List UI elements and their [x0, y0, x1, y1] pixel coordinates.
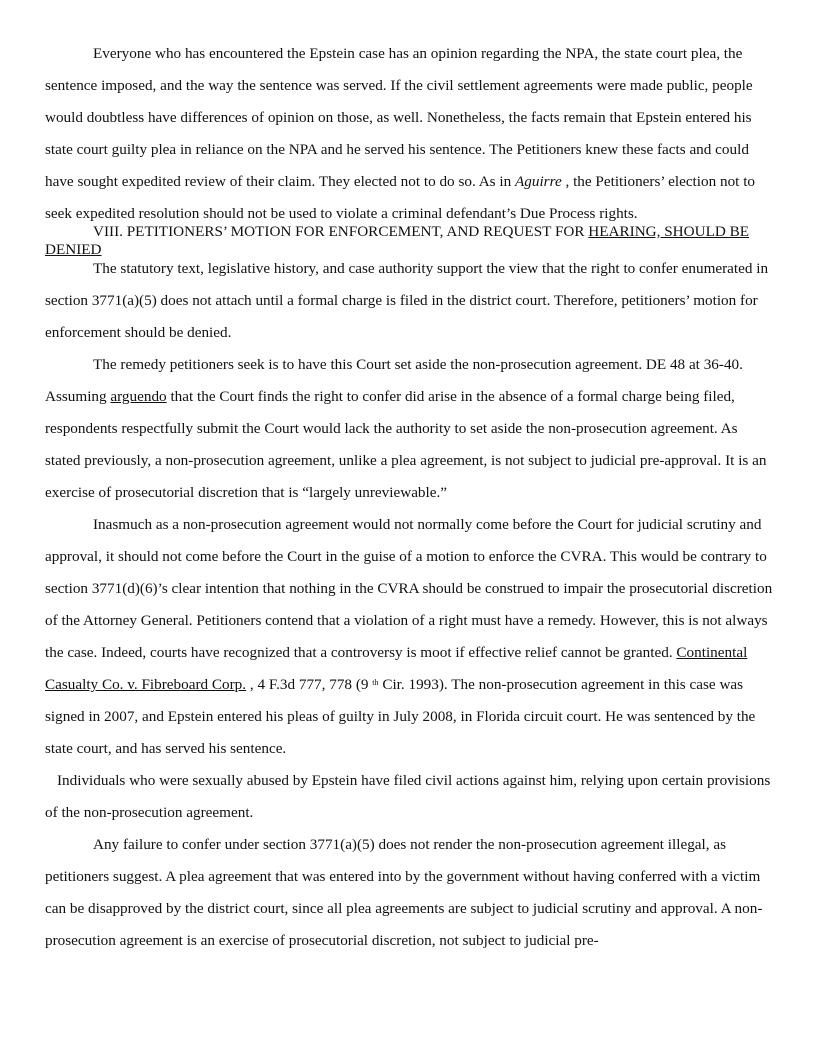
paragraph-inasmuch — [45, 509, 773, 765]
text-run: Inasmuch as a non-prosecution agreement would not normally come before the Court for judicial scrutiny and approval, it should not come before the Court in the guise of a motion to enforce the CVRA. This would be contrary to section 3771(d)(6)’s clear intention that nothing in the CVRA should be construed to impair the prosecutorial discretion of the Attorney General. Petitioners contend that a violation of a right must have a remedy. However, this is not always the case. Indeed, courts have recognized that a controversy is moot if effective relief cannot be granted. — [45, 516, 773, 661]
text-run: that the Court finds the right to confer did arise in the absence of a formal charge being filed, respondents respectfully submit the Court would lack the authority to set aside the non-prosecution agreement. As stated previously, a non-prosecution agreement, unlike a plea agreement, is not subject to judicial pre-approval. It is an exercise of prosecutorial discretion that is “largely unreviewable.” — [45, 388, 767, 501]
case-name-aguirre: Aguirre — [515, 173, 562, 190]
term-arguendo: arguendo — [110, 388, 167, 405]
document-page — [45, 38, 773, 957]
ordinal-superscript: th — [372, 678, 379, 687]
text-run: The remedy petitioners seek is to have this Court set aside the non-prosecution agreement. DE 48 at 36-40. Assuming — [45, 356, 743, 405]
paragraph-aguirre — [45, 38, 773, 230]
heading-underlined-text: HEARING, SHOULD BE DENIED — [45, 223, 750, 258]
paragraph-remedy — [45, 349, 773, 509]
case-citation-continental: Continental Casualty Co. v. Fibreboard Corp. — [45, 644, 748, 693]
paragraph-civil-actions: Individuals who were sexually abused by Epstein have filed civil actions against him, relying upon certain provisions of the non-prosecution agreement. — [45, 772, 771, 821]
paragraph-statutory-text: The statutory text, legislative history, and case authority support the view that the right to confer enumerated in section 3771(a)(5) does not attach until a formal charge is filed in the district court. Therefore, petitioners’ motion for enforcement should be denied. — [45, 260, 769, 341]
text-run: Cir. 1993). The non-prosecution agreement in this case was signed in 2007, and Epstein entered his pleas of guilty in July 2008, in Florida circuit court. He was sentenced by the state court, and has served his sentence. — [45, 676, 756, 757]
text-run: , the Petitioners’ election not to seek expedited resolution should not be used to violate a criminal defendant’s Due Process rights. — [45, 173, 756, 222]
heading-text: VIII. PETITIONERS’ MOTION FOR ENFORCEMENT, AND REQUEST FOR — [93, 223, 589, 240]
text-run: , 4 F.3d 777, 778 (9 — [246, 676, 373, 693]
text-run: Everyone who has encountered the Epstein case has an opinion regarding the NPA, the state court plea, the sentence imposed, and the way the sentence was served. If the civil settlement agreements were made public, people would doubtless have differences of opinion on those, as well. Nonetheless, the facts remain that Epstein entered his state court guilty plea in reliance on the NPA and he served his sentence. The Petitioners knew these facts and could have sought expedited review of their claim. They elected not to do so. As in — [45, 45, 753, 190]
paragraph-failure-to-confer: Any failure to confer under section 3771(a)(5) does not render the non-prosecution agreement illegal, as petitioners suggest. A plea agreement that was entered into by the government without having conferred with a victim can be disapproved by the district court, since all plea agreements are subject to judicial scrutiny and approval. A non-prosecution agreement is an exercise of prosecutorial discretion, not subject to judicial pre- — [45, 836, 763, 949]
